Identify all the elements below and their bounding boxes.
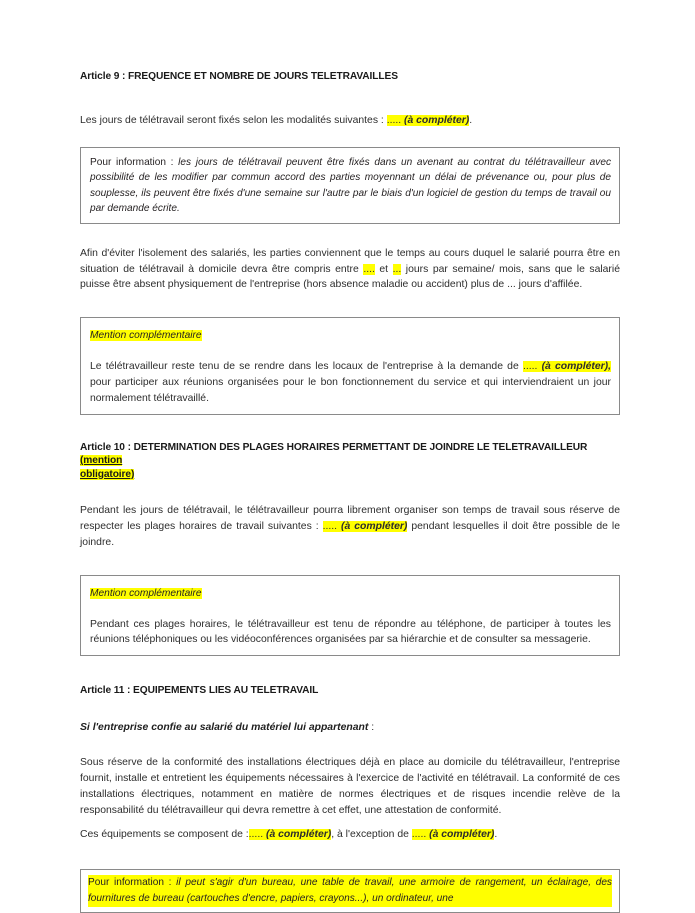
info-lead-label: Pour information : bbox=[90, 157, 179, 169]
article-11-subheading-text: Si l'entreprise confie au salarié du matériel lui appartenant bbox=[80, 721, 369, 733]
equip-fill-1-dots: ..... bbox=[248, 829, 266, 841]
mention-complementaire-label: Mention complémentaire bbox=[90, 330, 202, 342]
spacer bbox=[80, 481, 620, 503]
info-body-text: il peut s'agir d'un bureau, une table de travail, une armoire de rangement, un éclairage, des fournitures de bureau (cartouches d'encre, papiers, crayons...), un ordinateur, une bbox=[88, 877, 612, 904]
article-10-fill-label: (à compléter) bbox=[341, 520, 408, 532]
article-9-intro-fill-label: (à compléter) bbox=[404, 115, 470, 127]
page-content bbox=[80, 70, 620, 913]
spacer bbox=[80, 656, 620, 684]
spacer bbox=[80, 415, 620, 441]
spacer bbox=[80, 129, 620, 147]
mention-text-before: Le télétravailleur reste tenu de se rendre dans les locaux de l'entreprise à la demande de bbox=[90, 361, 523, 373]
spacer bbox=[80, 551, 620, 575]
mention-fill-label: (à compléter), bbox=[541, 361, 611, 373]
article-9-intro-paragraph bbox=[80, 113, 620, 129]
article-10-title-highlight-2: obligatoire) bbox=[80, 468, 135, 480]
info-lead-label: Pour information : bbox=[88, 877, 177, 889]
spacer bbox=[80, 293, 620, 317]
spacer bbox=[80, 698, 620, 720]
mention-fill-dots: ..... bbox=[522, 361, 542, 373]
article-9-intro-fill-dots: ..... bbox=[386, 115, 405, 127]
article-9-info-box bbox=[80, 147, 620, 224]
article-10-fill-dots: ..... bbox=[322, 520, 342, 532]
article-9-isolation-paragraph bbox=[80, 246, 620, 293]
spacer bbox=[80, 83, 620, 113]
spacer bbox=[80, 224, 620, 246]
isolation-fill-1: .... bbox=[363, 263, 375, 275]
article-10-body-paragraph bbox=[80, 503, 620, 550]
spacer bbox=[80, 843, 620, 869]
isolation-text-mid: et bbox=[374, 263, 393, 275]
article-9-mention-label-wrap bbox=[90, 325, 611, 343]
article-10-title bbox=[80, 441, 620, 481]
equip-text-mid: , à l'exception de bbox=[331, 829, 412, 841]
equip-text-after: . bbox=[494, 829, 498, 841]
article-9-mention-box bbox=[80, 317, 620, 414]
article-10-mention-box bbox=[80, 575, 620, 657]
article-10-body-before: Pendant les jours de télétravail, le télétravailleur pourra librement organiser son temps de travail sous réserve de respecter les plages horaires de travail suivantes : bbox=[80, 505, 620, 532]
article-9-intro-period: . bbox=[469, 115, 473, 127]
article-9-info-text bbox=[90, 155, 611, 216]
isolation-fill-2: ... bbox=[392, 263, 402, 275]
equip-fill-2-label: (à compléter) bbox=[429, 829, 495, 841]
article-11-info-text bbox=[88, 875, 612, 906]
article-9-intro-text: Les jours de télétravail seront fixés selon les modalités suivantes : bbox=[80, 115, 387, 127]
spacer bbox=[80, 735, 620, 755]
equip-fill-2-dots: ..... bbox=[411, 829, 430, 841]
article-10-mention-label-wrap bbox=[90, 583, 611, 601]
mention-text-after: pour participer aux réunions organisées pour le bon fonctionnement du service et qui interviendraient un jour normalement télétravaillé. bbox=[90, 377, 611, 404]
spacer bbox=[90, 343, 611, 359]
article-10-body-after: pendant lesquelles il doit être possible de le joindre. bbox=[80, 520, 621, 548]
article-10-title-highlight-1: (mention bbox=[80, 455, 123, 467]
article-9-mention-text bbox=[90, 359, 611, 406]
article-11-subheading-colon: : bbox=[368, 721, 375, 733]
spacer bbox=[80, 818, 620, 827]
article-11-equipment-paragraph bbox=[80, 827, 620, 843]
article-9-title: Article 9 : FREQUENCE ET NOMBRE DE JOURS TELETRAVAILLES bbox=[80, 71, 398, 82]
article-10-mention-text: Pendant ces plages horaires, le télétravailleur est tenu de répondre au téléphone, de participer à toutes les réunions téléphoniques ou les vidéoconférences organisées par sa hiérarchie et de consulter sa messagerie. bbox=[90, 618, 611, 646]
isolation-text-2: jours par semaine/ mois, sans que le salarié puisse être absent physiquement de l'entreprise (hors absence maladie ou accident) plus de ... jours d'affilée. bbox=[80, 263, 620, 291]
article-11-body-paragraph: Sous réserve de la conformité des installations électriques déjà en place au domicile du télétravailleur, l'entreprise fournit, installe et entretient les équipements nécessaires à l'exercice de l'activité en télétravail. La conformité de ces installations électriques, notamment en matière de normes électriques et de risques incendie relève de la responsabilité du télétravailleur qui devra remettre à cet effet, une attestation de conformité. bbox=[80, 757, 620, 816]
article-11-title: Article 11 : EQUIPEMENTS LIES AU TELETRAVAIL bbox=[80, 685, 319, 697]
mention-complementaire-label: Mention complémentaire bbox=[90, 587, 202, 599]
article-11-subheading bbox=[80, 720, 620, 736]
article-10-title-plain: Article 10 : DETERMINATION DES PLAGES HORAIRES PERMETTANT DE JOINDRE LE TELETRAVAILLEUR bbox=[80, 441, 588, 453]
equip-fill-1-label: (à compléter) bbox=[265, 829, 332, 841]
spacer bbox=[90, 601, 611, 617]
isolation-text-1: Afin d'éviter l'isolement des salariés, les parties conviennent que le temps au cours duquel le salarié pourra être en situation de télétravail à domicile devra être compris entre bbox=[80, 247, 620, 275]
equip-text-before: Ces équipements se composent de : bbox=[80, 829, 249, 841]
info-body-text: les jours de télétravail peuvent être fixés dans un avenant au contrat du télétravailleur avec possibilité de les modifier par commun accord des parties moyennant un délai de prévenance ou, pour plus de souplesse, ils peuvent être fixés d'une semaine sur l'autre par le biais d'un logiciel de gestion du temps de travail ou par demande écrite. bbox=[90, 157, 611, 214]
article-11-info-box bbox=[80, 869, 620, 912]
